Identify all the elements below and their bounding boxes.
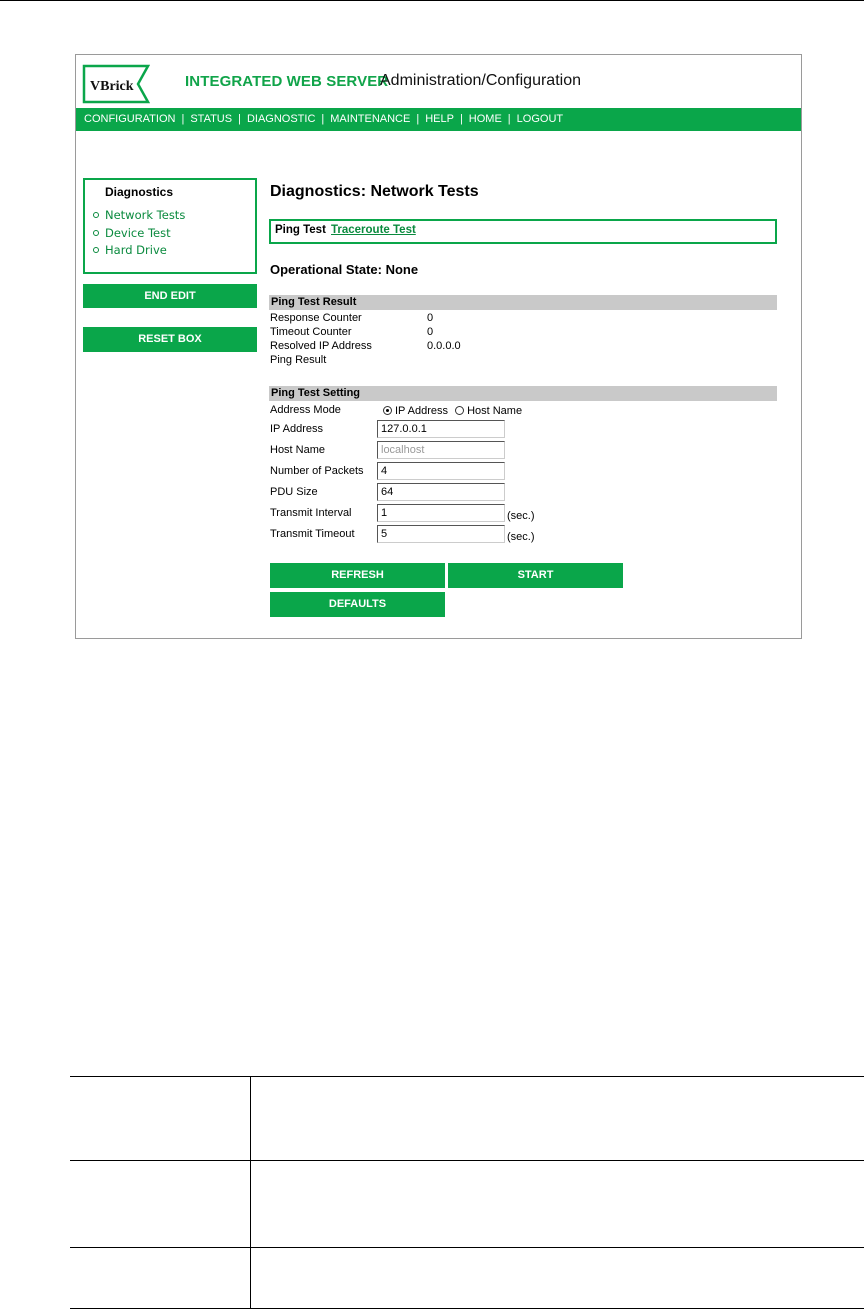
nav-status[interactable]: STATUS (190, 113, 233, 125)
ip-address-radio-label: IP Address (395, 405, 448, 417)
pdu-size-input[interactable] (377, 483, 505, 501)
response-counter-label: Response Counter (270, 312, 362, 324)
description-table (70, 1076, 864, 1309)
nav-maintenance[interactable]: MAINTENANCE (330, 113, 411, 125)
table-row-divider (70, 1160, 864, 1161)
host-name-radio-label: Host Name (467, 405, 523, 417)
num-packets-label: Number of Packets (270, 465, 364, 477)
nav-home[interactable]: HOME (468, 113, 502, 125)
bullet-icon (93, 247, 99, 253)
ip-address-radio[interactable] (383, 406, 392, 415)
sidebar-item-device-test[interactable]: Device Test (93, 226, 171, 240)
sidebar-item-hard-drive[interactable]: Hard Drive (93, 243, 167, 257)
host-name-input[interactable] (377, 441, 505, 459)
ping-result-header: Ping Test Result (269, 295, 777, 310)
transmit-timeout-input[interactable] (377, 525, 505, 543)
transmit-interval-unit: (sec.) (507, 510, 535, 522)
vbrick-logo (82, 63, 150, 105)
defaults-button[interactable]: DEFAULTS (270, 592, 445, 617)
table-row-divider (70, 1247, 864, 1248)
brand-title: INTEGRATED WEB SERVER (185, 73, 389, 90)
host-name-label: Host Name (270, 444, 326, 456)
sidebar-title: Diagnostics (105, 185, 174, 199)
reset-box-button[interactable]: RESET BOX (83, 327, 257, 352)
transmit-interval-input[interactable] (377, 504, 505, 522)
operational-state: Operational State: None (270, 262, 419, 277)
address-mode-radios (383, 405, 522, 417)
sidebar-item-network-tests[interactable]: Network Tests (93, 208, 185, 222)
nav-diagnostic[interactable]: DIAGNOSTIC (246, 113, 316, 125)
nav-configuration[interactable]: CONFIGURATION (84, 113, 176, 125)
transmit-timeout-label: Transmit Timeout (270, 528, 355, 540)
svg-text:VBrick: VBrick (90, 79, 134, 94)
end-edit-button[interactable]: END EDIT (83, 284, 257, 308)
resolved-ip-value: 0.0.0.0 (427, 340, 461, 352)
ping-setting-header: Ping Test Setting (269, 386, 777, 401)
page-title: Diagnostics: Network Tests (270, 183, 479, 200)
pdu-size-label: PDU Size (270, 486, 318, 498)
tab-traceroute-test[interactable]: Traceroute Test (331, 224, 416, 236)
refresh-button[interactable]: REFRESH (270, 563, 445, 588)
timeout-counter-label: Timeout Counter (270, 326, 352, 338)
bullet-icon (93, 212, 99, 218)
start-button[interactable]: START (448, 563, 623, 588)
nav-logout[interactable]: LOGOUT (516, 113, 564, 125)
timeout-counter-value: 0 (427, 326, 434, 338)
nav-help[interactable]: HELP (425, 113, 454, 125)
address-mode-label: Address Mode (270, 404, 341, 416)
bullet-icon (93, 230, 99, 236)
tab-ping-test[interactable]: Ping Test (275, 224, 326, 236)
transmit-timeout-unit: (sec.) (507, 531, 535, 543)
resolved-ip-label: Resolved IP Address (270, 340, 372, 352)
page-top-rule (0, 0, 864, 1)
page-subtitle: Administration/Configuration (380, 72, 581, 89)
transmit-interval-label: Transmit Interval (270, 507, 352, 519)
ip-address-label: IP Address (270, 423, 323, 435)
ip-address-input[interactable] (377, 420, 505, 438)
top-nav: CONFIGURATION | STATUS | DIAGNOSTIC | MAINTENANCE | HELP | HOME | LOGOUT (84, 113, 564, 125)
ping-result-label: Ping Result (270, 354, 327, 366)
response-counter-value: 0 (427, 312, 434, 324)
table-column-divider (250, 1076, 251, 1309)
num-packets-input[interactable] (377, 462, 505, 480)
host-name-radio[interactable] (455, 406, 464, 415)
